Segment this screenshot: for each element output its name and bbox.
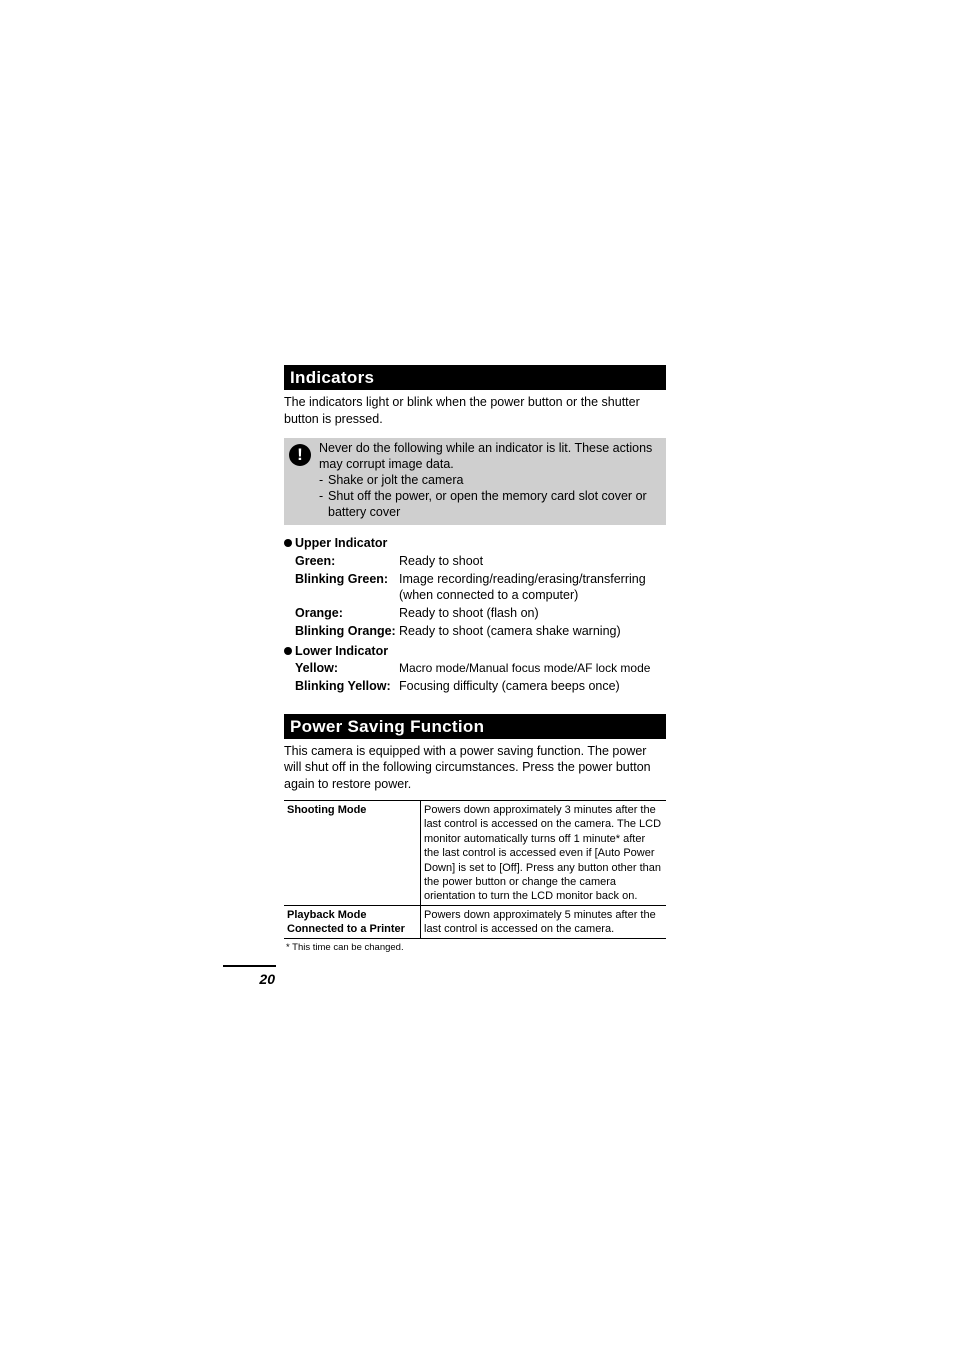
upper-indicator-title: Upper Indicator <box>284 535 666 551</box>
page-number-rule <box>223 965 276 967</box>
indicator-row: Blinking Green: Image recording/reading/erasing/transferring (when connected to a computer) <box>295 571 646 602</box>
table-row <box>284 801 666 906</box>
table-row <box>284 905 666 938</box>
caution-list <box>319 472 660 520</box>
indicator-row: Orange: Ready to shoot (flash on) <box>295 606 539 620</box>
indicator-row: Blinking Yellow: Focusing difficulty (camera beeps once) <box>295 679 620 693</box>
power-saving-intro: This camera is equipped with a power saving function. The power will shut off in the following circumstances. Press the power button again to restore power. <box>284 743 651 791</box>
indicator-row: Green: Ready to shoot <box>295 553 484 568</box>
description-cell: Powers down approximately 5 minutes after the last control is accessed on the camera. <box>421 905 667 938</box>
power-saving-heading: Power Saving Function <box>284 714 666 739</box>
caution-box <box>284 438 666 525</box>
upper-indicator-group <box>284 535 666 640</box>
mode-cell: Shooting Mode <box>284 801 421 906</box>
description-cell: Powers down approximately 3 minutes after the last control is accessed on the camera. The LCD monitor automatically turns off 1 minute* after the last control is accessed even if [Auto Power Down] is set to [Off]. Press any button other than the power button or change the camera orientation to turn the LCD monitor back on. <box>421 801 667 906</box>
mode-cell: Playback Mode Connected to a Printer <box>284 905 421 938</box>
bullet-icon <box>284 647 292 655</box>
caution-item: - Shut off the power, or open the memory card slot cover or battery cover <box>319 489 647 519</box>
caution-item: - Shake or jolt the camera <box>319 473 464 487</box>
bullet-icon <box>284 539 292 547</box>
lower-indicator-title: Lower Indicator <box>284 643 666 659</box>
indicator-row: Blinking Orange: Ready to shoot (camera shake warning) <box>295 624 621 638</box>
indicator-row: Yellow: Macro mode/Manual focus mode/AF lock mode <box>295 661 651 675</box>
caution-text: Never do the following while an indicator is lit. These actions may corrupt image data. <box>319 441 653 471</box>
page-number: 20 <box>259 971 275 987</box>
indicators-heading: Indicators <box>284 365 666 390</box>
power-saving-table <box>284 800 666 939</box>
footnote: * This time can be changed. <box>286 941 404 953</box>
exclamation-icon: ! <box>289 444 311 466</box>
indicators-intro: The indicators light or blink when the power button or the shutter button is pressed. <box>284 395 640 426</box>
page-content <box>284 365 666 953</box>
lower-indicator-group <box>284 643 666 695</box>
